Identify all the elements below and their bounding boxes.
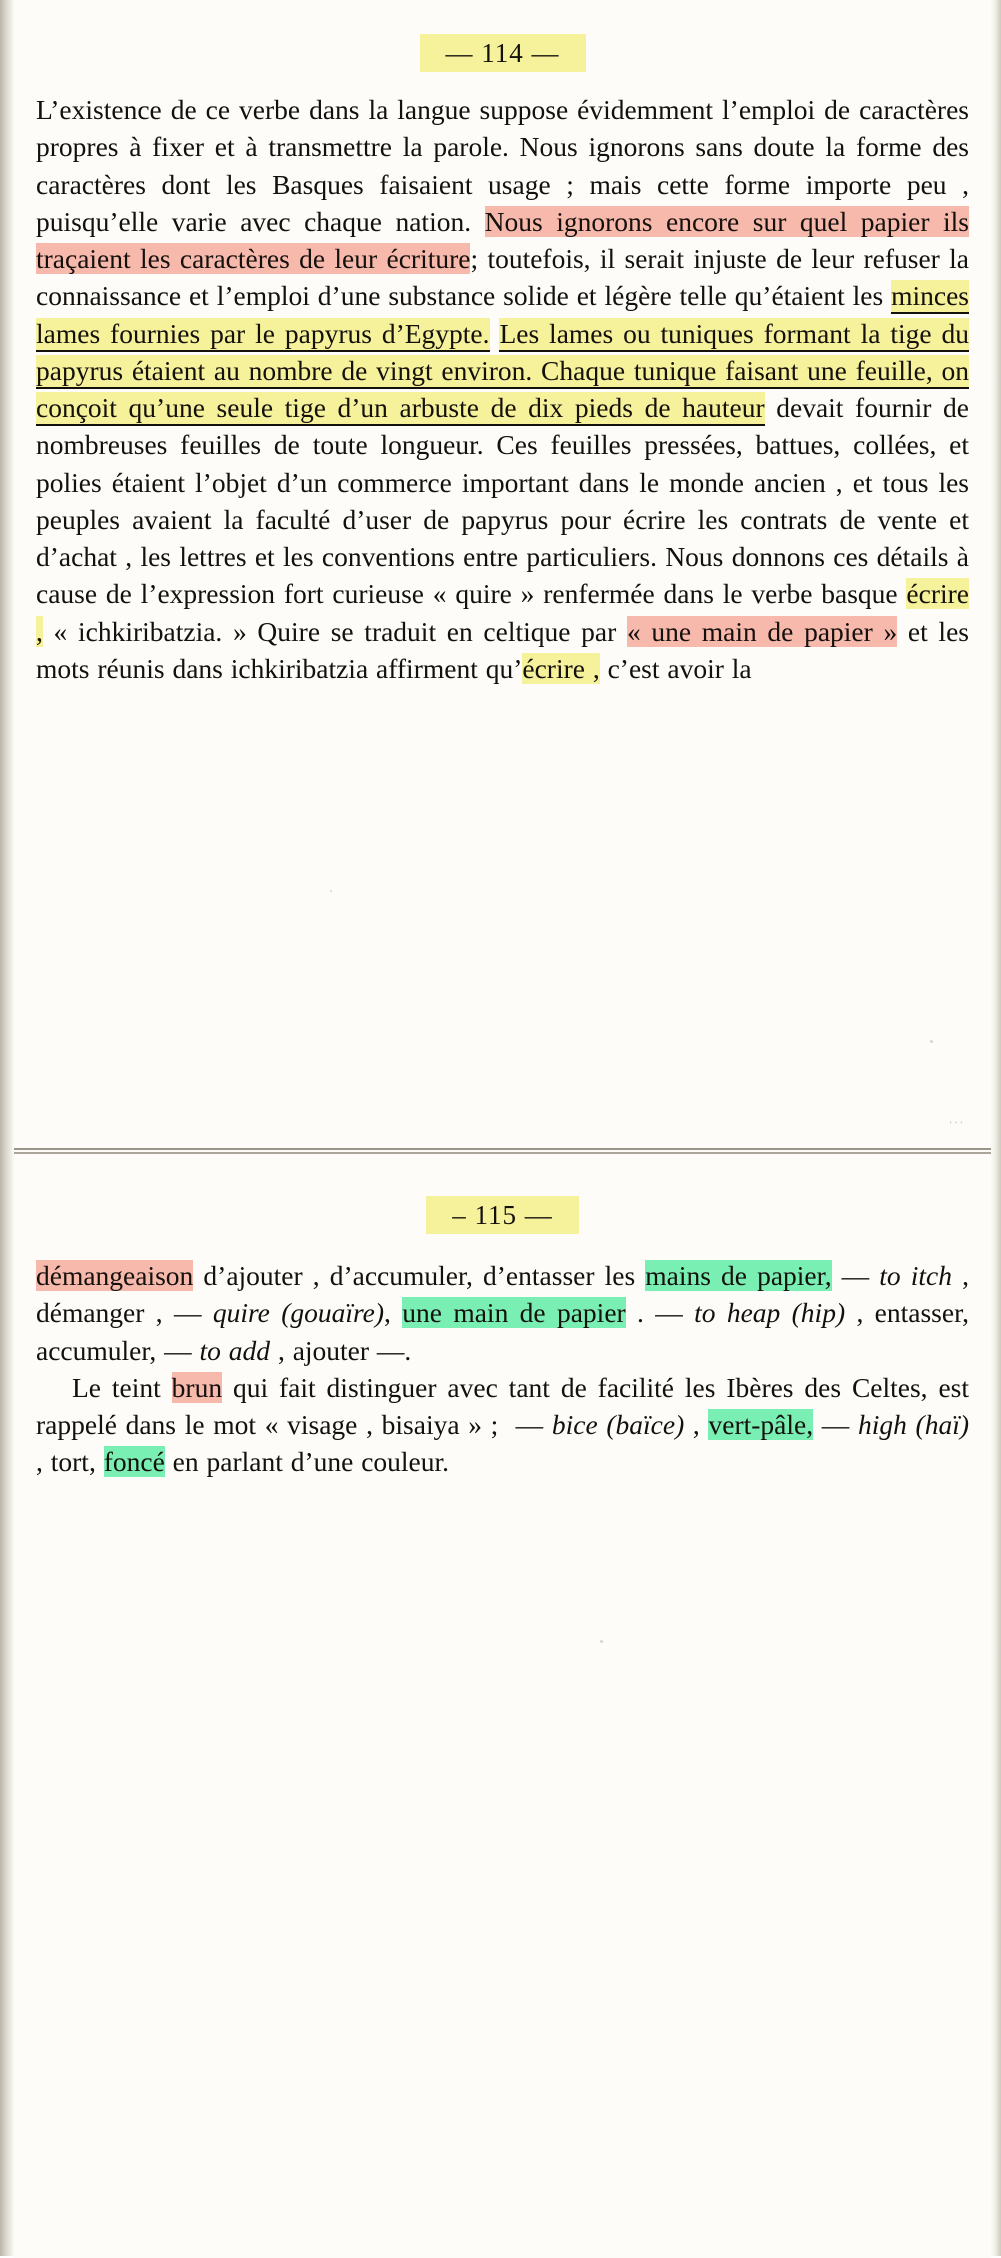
page-115-folio-wrap bbox=[36, 1200, 969, 1231]
scan-edge-left bbox=[0, 0, 14, 2256]
scan-speck bbox=[330, 890, 332, 892]
highlight-yellow-papyrus-2: Les lames ou tuniques formant la tige du papyrus étaient au nombre de vingt environ. Chaque tunique faisant une feuille, on conçoit qu’une seule tige d’un arbuste de dix pieds de hauteur bbox=[36, 318, 969, 427]
highlight-green-une-main-de-papier: une main de papier bbox=[402, 1297, 626, 1329]
page-114-folio-wrap bbox=[36, 38, 969, 69]
highlight-green-vert-pale: vert-pâle, bbox=[708, 1409, 814, 1440]
scan-speck bbox=[600, 1640, 603, 1643]
page-115-paragraph-2: Le teint brun qui fait distinguer avec tant de facilité les Ibères des Celtes, est rappelé dans le mot « visage , bisaiya » ; — bice (baïce) , vert-pâle, — high (haï) , tort, foncé en parlant d’une couleur. bbox=[36, 1371, 969, 1478]
highlight-green-fonce: foncé bbox=[103, 1446, 165, 1478]
scan-speck bbox=[930, 1040, 933, 1043]
scan-artifact-mark: ··· bbox=[949, 1118, 965, 1129]
page-115-paragraph-1: démangeaison d’ajouter , d’accumuler, d’entasser les mains de papier, — to itch , démanger , — quire (gouaïre), une main de papier . — to heap (hip) , entasser, accumuler, — to add , ajouter —. bbox=[36, 1260, 970, 1366]
page-114-paragraph: L’existence de ce verbe dans la langue suppose évidemment l’emploi de caractères propres à fixer et à transmettre la parole. Nous ignorons sans doute la forme des caractères dont les Basques faisaient usage ; mais cette forme importe peu , puisqu’elle varie avec chaque nation. Nous ignorons encore sur quel papier ils traçaient les caractères de leur écriture; toutefois, il serait injuste de leur refuser la connaissance et l’emploi d’une substance solide et légère telle qu’étaient les minces lames fournies par le papyrus d’Egypte. Les lames ou tuniques formant la tige du papyrus étaient au nombre de vingt environ. Chaque tunique faisant une feuille, on conçoit qu’une seule tige d’un arbuste de dix pieds de hauteur devait fournir de nombreuses feuilles de toute longueur. Ces feuilles pressées, battues, collées, et polies étaient l’objet d’un commerce important dans le monde ancien , et tous les peuples avaient la faculté d’user de papyrus pour écrire les contrats de vente et d’achat , les lettres et les conventions entre particuliers. Nous donnons ces détails à cause de l’expression fort curieuse « quire » renfermée dans le verbe basque écrire , « ichkiribatzia. » Quire se traduit en celtique par « une main de papier » et les mots réunis dans ichkiribatzia affirment qu’écrire , c’est avoir la bbox=[36, 94, 969, 684]
page-number-115-text: – 115 — bbox=[426, 1196, 579, 1234]
highlight-pink-brun: brun bbox=[171, 1371, 223, 1403]
page-number-114 bbox=[420, 34, 586, 72]
highlight-pink-traient: Nous ignorons encore sur quel papier ils traçaient les caractères de leur écriture bbox=[36, 205, 969, 274]
highlight-pink-demangeaison: démangeaison bbox=[36, 1260, 194, 1291]
page-number-115 bbox=[426, 1196, 579, 1234]
highlight-pink-main-de-papier: « une main de papier » bbox=[626, 615, 898, 647]
scan-edge-right bbox=[991, 0, 1001, 2256]
page-115-sheet bbox=[14, 1152, 991, 2258]
page-115-column bbox=[14, 1200, 991, 1481]
page-number-114-text: — 114 — bbox=[420, 34, 586, 72]
highlight-green-mains-de-papier: mains de papier, bbox=[645, 1260, 832, 1291]
page-114-column bbox=[14, 38, 991, 687]
highlight-yellow-ecrire-2: écrire , bbox=[522, 652, 600, 684]
highlight-yellow-papyrus-1: minces lames fournies par le papyrus d’Egypte. bbox=[36, 280, 969, 351]
page-114-sheet bbox=[14, 0, 991, 1150]
highlight-yellow-ecrire-1: écrire , bbox=[36, 578, 969, 647]
